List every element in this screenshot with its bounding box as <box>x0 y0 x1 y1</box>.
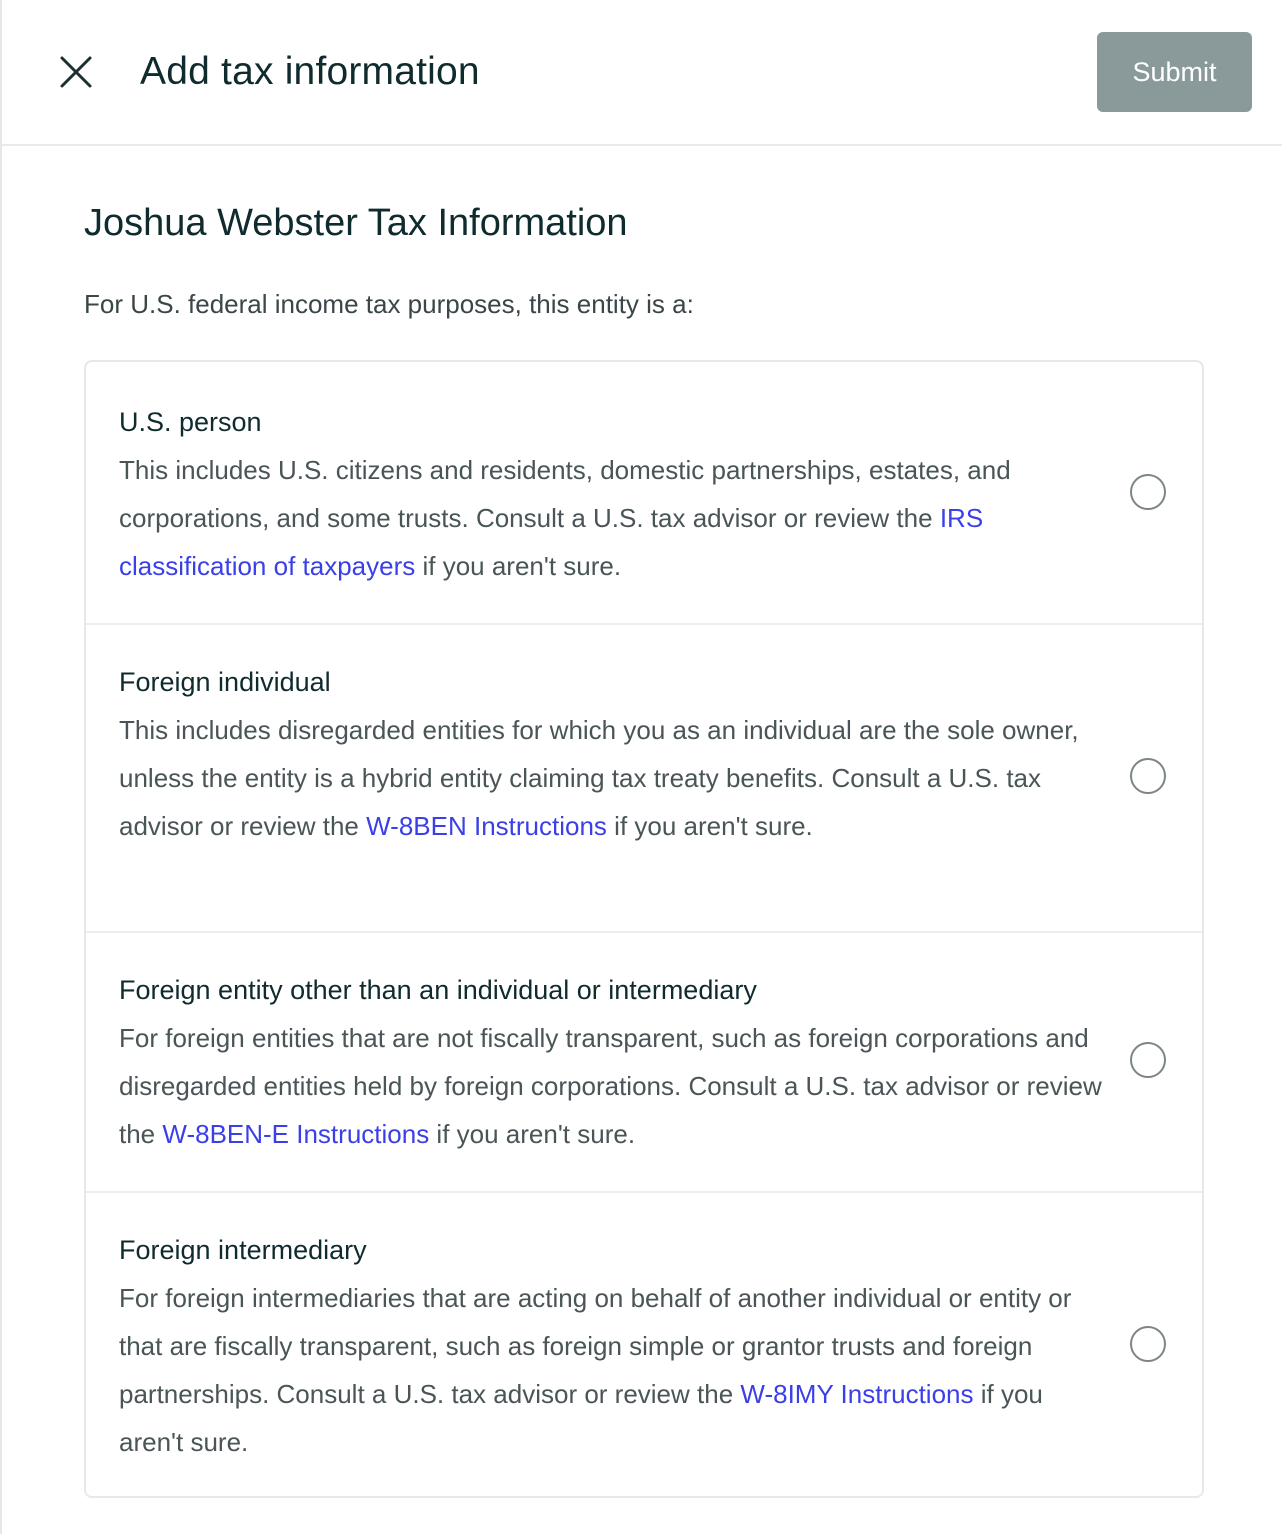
submit-button[interactable]: Submit <box>1097 32 1252 112</box>
radio-foreign-intermediary[interactable] <box>1130 1326 1166 1362</box>
option-title: Foreign individual <box>119 667 331 697</box>
option-title: U.S. person <box>119 407 262 437</box>
close-button[interactable] <box>52 48 100 96</box>
option-foreign-intermediary[interactable] <box>86 1193 1202 1496</box>
option-description: This includes disregarded entities for which you as an individual are the sole owner, unless the entity is a hybrid entity claiming tax treaty benefits. Consult a U.S. tax advisor or review the W-8BEN Instructions if you aren't sure. <box>119 715 1079 841</box>
w8ben-instructions-link[interactable]: W-8BEN Instructions <box>366 811 607 841</box>
radio-us-person[interactable] <box>1130 474 1166 510</box>
close-icon <box>52 48 100 96</box>
w8imy-instructions-link[interactable]: W-8IMY Instructions <box>740 1379 974 1409</box>
option-foreign-individual[interactable] <box>86 625 1202 933</box>
radio-foreign-individual[interactable] <box>1130 758 1166 794</box>
radio-foreign-entity[interactable] <box>1130 1042 1166 1078</box>
panel-header <box>2 0 1282 146</box>
entity-type-options <box>84 360 1204 1498</box>
option-title: Foreign intermediary <box>119 1235 367 1265</box>
page-title: Add tax information <box>140 50 480 93</box>
option-us-person[interactable] <box>86 362 1202 624</box>
irs-classification-link[interactable]: IRS classification of taxpayers <box>119 503 984 581</box>
option-title: Foreign entity other than an individual or intermediary <box>119 975 757 1005</box>
entity-type-prompt: For U.S. federal income tax purposes, this entity is a: <box>84 289 694 319</box>
section-title: Joshua Webster Tax Information <box>84 202 628 244</box>
option-foreign-entity[interactable] <box>86 933 1202 1193</box>
option-description: For foreign entities that are not fiscally transparent, such as foreign corporations and disregarded entities held by foreign corporations. Consult a U.S. tax advisor or review the W-8BEN-E Instructions if you aren't sure. <box>119 1023 1102 1149</box>
w8ben-e-instructions-link[interactable]: W-8BEN-E Instructions <box>162 1119 430 1149</box>
option-description: For foreign intermediaries that are acting on behalf of another individual or entity or that are fiscally transparent, such as foreign simple or grantor trusts and foreign partnerships. Consult a U.S. tax advisor or review the W-8IMY Instructions if you aren't sure. <box>119 1283 1072 1457</box>
option-description: This includes U.S. citizens and residents, domestic partnerships, estates, and corporations, and some trusts. Consult a U.S. tax advisor or review the IRS classification of taxpayers if you aren't sure. <box>119 455 1011 581</box>
